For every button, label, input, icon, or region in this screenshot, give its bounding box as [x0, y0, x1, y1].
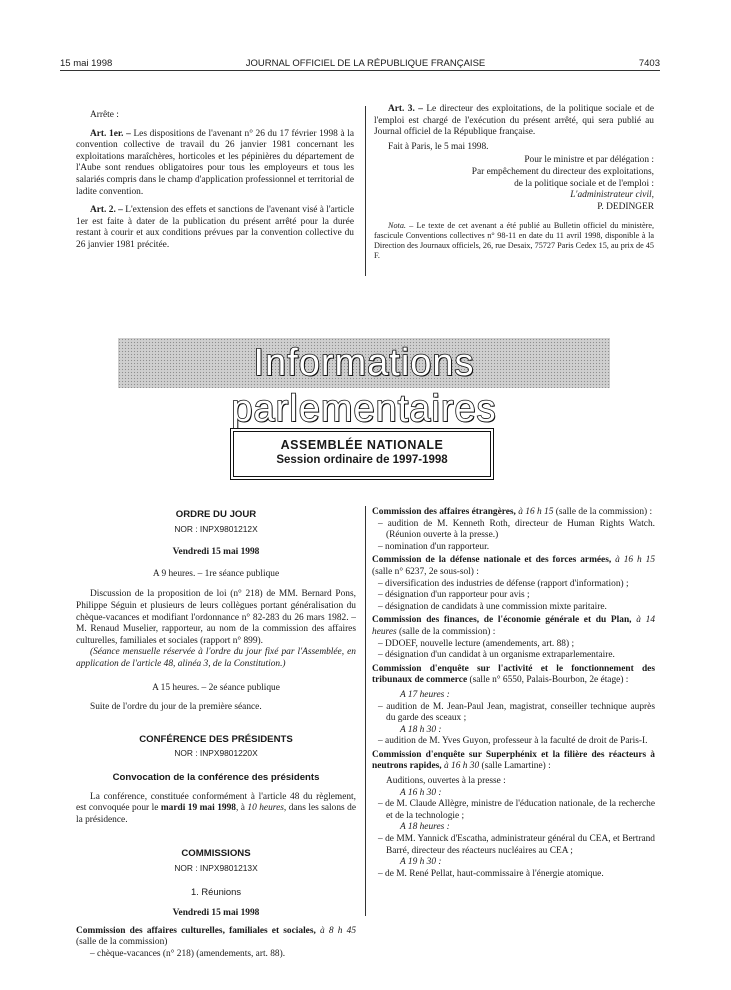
header-journal: JOURNAL OFFICIEL DE LA RÉPUBLIQUE FRANÇAISE	[245, 58, 486, 69]
cdn-time: à 16 h 15	[615, 555, 656, 566]
session-title: Session ordinaire de 1997-1998	[276, 454, 448, 466]
ctc-item-2: – audition de M. Yves Guyon, professeur à la faculté de droit de Paris-I.	[378, 736, 648, 747]
csp-title: Commission d'enquête sur Superphénix et la filière des réacteurs à neutrons rapides,	[372, 749, 655, 772]
ordre-du-jour-date: Vendredi 15 mai 1998	[172, 547, 260, 558]
commissions-nor: NOR : INPX9801213X	[174, 862, 258, 873]
csp-item-2: – de MM. Yannick d'Escatha, administrateur général du CEA, et Bertrand Barré, directeur des réacteurs nucléaires au CEA ;	[378, 834, 655, 856]
article-2-label: Art. 2. –	[90, 205, 123, 216]
commission-tribunaux	[372, 664, 655, 687]
cfi-item-1: – DDOEF, nouvelle lecture (amendements, art. 88) ;	[378, 638, 575, 649]
convocation-text	[76, 792, 356, 827]
article-1-text: Les dispositions de l'avenant n° 26 du 17 février 1998 à la convention collective de travail du 26 janvier 1981 concernant les exploitations maraîchères, horticoles et les pépinières du département de l'Aube sont rendues obligatoires pour tous les employeurs et tous les salariés compris dans le champ d'application professionnel et territorial de ladite convention.	[76, 128, 355, 197]
cfi-room: (salle de la commission) :	[399, 626, 496, 637]
article-1	[76, 129, 354, 199]
header-page-number: 7403	[638, 58, 660, 69]
column-divider-bottom	[365, 506, 366, 916]
conference-nor: NOR : INPX9801220X	[174, 748, 258, 759]
ctc-time-2: A 18 h 30 :	[400, 724, 442, 735]
convocation-text-start: La conférence, constituée conformément à l'article 48 du règlement, est convoquée pour le	[76, 791, 356, 814]
article-3-label: Art. 3. –	[388, 104, 423, 114]
csp-time-1: A 16 h 30 :	[400, 787, 442, 798]
bottom-right-column	[372, 507, 655, 880]
convocation-text-end: , dans les salons de la présidence.	[76, 803, 356, 825]
caf-time: à 8 h 45	[320, 925, 357, 936]
commission-affaires-culturelles	[76, 926, 356, 949]
ctc-time-1: A 17 heures :	[400, 689, 450, 700]
ordre-du-jour-discussion: Discussion de la proposition de loi (n° 218) de MM. Bernard Pons, Philippe Séguin et plusieurs de leurs collègues portant généralisation du chèque-vacances et modifiant l'ordonnance n° 82-283 du 26 mars 1982. – M. Renaud Muselier, rapporteur, au nom de la commission des affaires culturelles, familiales et sociales (rapport n° 899).	[76, 589, 356, 646]
header-rule	[60, 70, 660, 71]
commission-superphenix	[372, 750, 655, 773]
csp-auditions: Auditions, ouvertes à la presse :	[386, 776, 506, 787]
commission-defense	[372, 555, 655, 578]
cae-time: à 16 h 15	[518, 507, 554, 517]
article-1-label: Art. 1er. –	[90, 128, 131, 139]
convocation-date: mardi 19 mai 1998	[160, 803, 236, 814]
commissions-title: COMMISSIONS	[181, 848, 251, 860]
signature-line-2: Par empêchement du directeur des exploitations,	[471, 166, 654, 177]
signature-line-3: de la politique sociale et de l'emploi :	[514, 178, 654, 189]
cdn-item-3: – désignation de candidats à une commission mixte paritaire.	[378, 601, 607, 612]
ctc-title: Commission d'enquête sur l'activité et le fonctionnement des tribunaux de commerce	[372, 663, 655, 686]
decree-right-column	[374, 104, 654, 261]
column-divider-top	[365, 106, 366, 276]
reunions-title: 1. Réunions	[190, 886, 242, 898]
csp-time-3: A 19 h 30 :	[400, 857, 442, 868]
csp-time: à 16 h 30	[443, 761, 480, 772]
csp-room: (salle Lamartine) :	[481, 761, 551, 772]
article-2-text: L'extension des effets et sanctions de l'avenant visé à l'article 1er est faite à dater de la publication du présent arrêté pour la durée restant à courir et aux conditions prévues par la convention collective du 26 janvier 1981 précitée.	[76, 205, 354, 250]
conference-title: CONFÉRENCE DES PRÉSIDENTS	[139, 733, 293, 745]
csp-time-2: A 18 heures :	[400, 822, 450, 833]
seance-2: A 15 heures. – 2e séance publique	[152, 682, 280, 693]
cae-title: Commission des affaires étrangères,	[372, 507, 516, 517]
cfi-item-2: – désignation d'un candidat à un organisme extraparlementaire.	[378, 650, 615, 661]
cae-room: (salle de la commission) :	[555, 507, 653, 517]
reunions-date: Vendredi 15 mai 1998	[172, 908, 260, 919]
commission-finances	[372, 615, 655, 638]
nota	[374, 221, 654, 261]
article-2	[76, 205, 354, 251]
fait-a-paris: Fait à Paris, le 5 mai 1998.	[388, 141, 489, 152]
signature-name: P. DEDINGER	[597, 201, 654, 212]
article-3-text: Le directeur des exploitations, de la politique sociale et de l'emploi est chargé de l'exécution du présent arrêté, qui sera publié au Journal officiel de la République française.	[374, 104, 654, 138]
assemblee-nationale-box	[233, 431, 491, 477]
convocation-time: 10 heures	[247, 803, 284, 814]
csp-item-1: – de M. Claude Allègre, ministre de l'éducation nationale, de la recherche et de la technologie ;	[378, 799, 655, 821]
bottom-left-column	[76, 509, 356, 960]
ctc-room: (salle n° 6550, Palais-Bourbon, 2e étage) :	[469, 675, 629, 686]
header-date: 15 mai 1998	[60, 58, 113, 69]
cdn-item-1: – diversification des industries de défense (rapport d'information) ;	[378, 578, 629, 589]
seance-2-text: Suite de l'ordre du jour de la première séance.	[90, 702, 262, 713]
ordre-du-jour-title: ORDRE DU JOUR	[175, 509, 257, 520]
nota-label: Nota. –	[388, 221, 414, 231]
commission-affaires-etrangeres	[372, 507, 655, 519]
signature-block	[374, 155, 654, 213]
assemblee-title: ASSEMBLÉE NATIONALE	[280, 438, 444, 452]
nota-text: Le texte de cet avenant a été publié au Bulletin officiel du ministère, fascicule Conventions collectives n° 98-11 en date du 11 avril 1998, disponible à la Direction des Journaux officiels, 26, rue Desaix, 75727 Paris Cedex 15, au prix de 45 F.	[374, 221, 655, 261]
cdn-title: Commission de la défense nationale et des forces armées,	[372, 555, 612, 566]
caf-title: Commission des affaires culturelles, familiales et sociales,	[76, 925, 316, 936]
cae-item-1: – audition de M. Kenneth Roth, directeur de Human Rights Watch. (Réunion ouverte à la presse.)	[378, 518, 655, 541]
article-3	[374, 104, 654, 139]
cae-item-2: – nomination d'un rapporteur.	[378, 541, 490, 552]
caf-item: – chèque-vacances (n° 218) (amendements, art. 88).	[90, 948, 286, 959]
convocation-title: Convocation de la conférence des présidents	[112, 771, 320, 783]
signature-line-1: Pour le ministre et par délégation :	[524, 155, 654, 166]
cdn-room: (salle n° 6237, 2e sous-sol) :	[372, 566, 479, 577]
decree-left-column	[76, 110, 354, 252]
seance-1: A 9 heures. – 1re séance publique	[152, 568, 280, 579]
cfi-title: Commission des finances, de l'économie générale et du Plan,	[372, 615, 632, 626]
cdn-item-2: – désignation d'un rapporteur pour avis ;	[378, 590, 530, 601]
ordre-du-jour-nor: NOR : INPX9801212X	[174, 523, 258, 534]
ctc-item-1: – audition de M. Jean-Paul Jean, magistrat, conseiller technique auprès du garde des sceaux ;	[378, 701, 655, 724]
arrete-label: Arrête :	[90, 110, 119, 120]
caf-room: (salle de la commission)	[76, 937, 168, 948]
convocation-text-mid: , à	[235, 803, 248, 814]
cfi-time: à 14 heures	[372, 615, 656, 637]
csp-item-3: – de M. René Pellat, haut-commissaire à l'énergie atomique.	[378, 868, 604, 879]
signature-line-4: L'administrateur civil,	[570, 190, 654, 201]
banner-title: Informations parlementaires	[231, 342, 497, 430]
ordre-du-jour-note: (Séance mensuelle réservée à l'ordre du jour fixé par l'Assemblée, en application de l'article 48, alinéa 3, de la Constitution.)	[76, 647, 356, 669]
